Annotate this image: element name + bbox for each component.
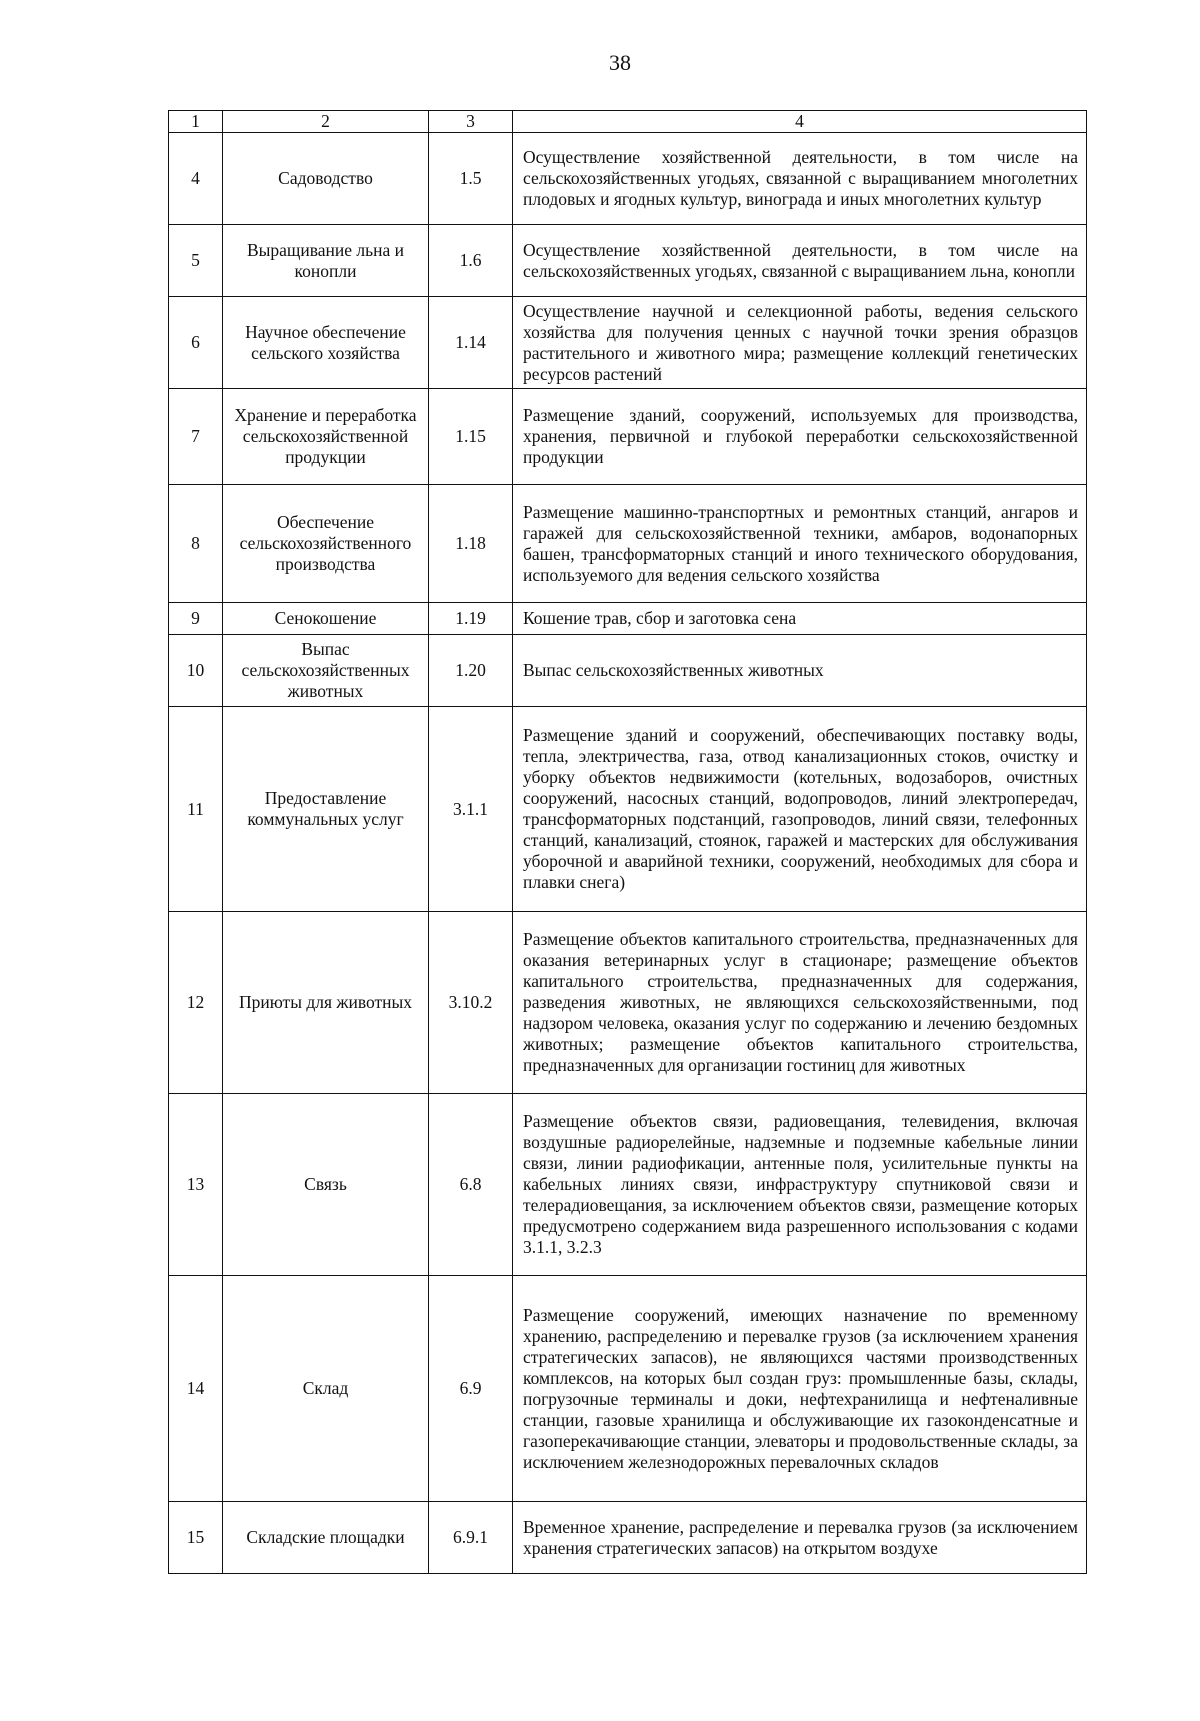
table-row bbox=[169, 297, 1087, 389]
table-row bbox=[169, 1094, 1087, 1276]
row-number: 15 bbox=[169, 1502, 223, 1574]
table-row bbox=[169, 912, 1087, 1094]
use-code: 1.14 bbox=[429, 297, 513, 389]
use-code: 3.1.1 bbox=[429, 707, 513, 912]
table-row bbox=[169, 225, 1087, 297]
use-name: Предоставление коммунальных услуг bbox=[223, 707, 429, 912]
table-row bbox=[169, 603, 1087, 635]
row-number: 12 bbox=[169, 912, 223, 1094]
use-description: Размещение машинно-транспортных и ремонтных станций, ангаров и гаражей для сельскохозяйственной техники, амбаров, водонапорных башен, трансформаторных станций и иного технического оборудования, используемого для ведения сельского хозяйства bbox=[513, 485, 1087, 603]
use-description: Размещение зданий, сооружений, используемых для производства, хранения, первичной и глубокой переработки сельскохозяйственной продукции bbox=[513, 389, 1087, 485]
use-code: 6.8 bbox=[429, 1094, 513, 1276]
row-number: 5 bbox=[169, 225, 223, 297]
header-cell: 1 bbox=[169, 111, 223, 133]
use-description: Осуществление научной и селекционной работы, ведения сельского хозяйства для получения ценных с научной точки зрения образцов растительного и животного мира; размещение коллекций генетических ресурсов растений bbox=[513, 297, 1087, 389]
use-description: Осуществление хозяйственной деятельности, в том числе на сельскохозяйственных угодьях, связанной с выращиванием многолетних плодовых и ягодных культур, винограда и иных многолетних культур bbox=[513, 133, 1087, 225]
use-code: 6.9 bbox=[429, 1276, 513, 1502]
use-name: Складские площадки bbox=[223, 1502, 429, 1574]
row-number: 10 bbox=[169, 635, 223, 707]
use-code: 1.20 bbox=[429, 635, 513, 707]
use-description: Выпас сельскохозяйственных животных bbox=[513, 635, 1087, 707]
page-number: 38 bbox=[609, 50, 631, 75]
row-number: 13 bbox=[169, 1094, 223, 1276]
use-description: Размещение зданий и сооружений, обеспечивающих поставку воды, тепла, электричества, газа, отвод канализационных стоков, очистку и уборку объектов недвижимости (котельных, водозаборов, очистных сооружений, насосных станций, водопроводов, линий электропередач, трансформаторных подстанций, газопроводов, линий связи, телефонных станций, канализаций, стоянок, гаражей и мастерских для обслуживания уборочной и аварийной техники, сооружений, необходимых для сбора и плавки снега) bbox=[513, 707, 1087, 912]
table-row bbox=[169, 707, 1087, 912]
use-code: 1.19 bbox=[429, 603, 513, 635]
use-code: 1.6 bbox=[429, 225, 513, 297]
header-cell: 3 bbox=[429, 111, 513, 133]
row-number: 6 bbox=[169, 297, 223, 389]
use-code: 1.18 bbox=[429, 485, 513, 603]
use-description: Размещение объектов связи, радиовещания, телевидения, включая воздушные радиорелейные, надземные и подземные кабельные линии связи, линии радиофикации, антенные поля, усилительные пункты на кабельных линиях связи, инфраструктуру спутниковой связи и телерадиовещания, за исключением объектов связи, размещение которых предусмотрено содержанием вида разрешенного использования с кодами 3.1.1, 3.2.3 bbox=[513, 1094, 1087, 1276]
use-name: Выращивание льна и конопли bbox=[223, 225, 429, 297]
row-number: 9 bbox=[169, 603, 223, 635]
use-description: Кошение трав, сбор и заготовка сена bbox=[513, 603, 1087, 635]
row-number: 7 bbox=[169, 389, 223, 485]
use-name: Выпас сельскохозяйственных животных bbox=[223, 635, 429, 707]
use-description: Осуществление хозяйственной деятельности, в том числе на сельскохозяйственных угодьях, связанной с выращиванием льна, конопли bbox=[513, 225, 1087, 297]
use-name: Садоводство bbox=[223, 133, 429, 225]
land-use-table bbox=[168, 110, 1087, 1574]
row-number: 8 bbox=[169, 485, 223, 603]
use-name: Склад bbox=[223, 1276, 429, 1502]
use-description: Размещение сооружений, имеющих назначение по временному хранению, распределению и перевалке грузов (за исключением хранения стратегических запасов), не являющихся частями производственных комплексов, на которых был создан груз: промышленные базы, склады, погрузочные терминалы и доки, нефтехранилища и нефтеналивные станции, газовые хранилища и обслуживающие их газоконденсатные и газоперекачивающие станции, элеваторы и продовольственные склады, за исключением железнодорожных перевалочных складов bbox=[513, 1276, 1087, 1502]
use-code: 1.15 bbox=[429, 389, 513, 485]
use-name: Приюты для животных bbox=[223, 912, 429, 1094]
table-row bbox=[169, 635, 1087, 707]
use-name: Связь bbox=[223, 1094, 429, 1276]
use-description: Временное хранение, распределение и перевалка грузов (за исключением хранения стратегических запасов) на открытом воздухе bbox=[513, 1502, 1087, 1574]
table-row bbox=[169, 1276, 1087, 1502]
use-code: 6.9.1 bbox=[429, 1502, 513, 1574]
use-name: Научное обеспечение сельского хозяйства bbox=[223, 297, 429, 389]
row-number: 14 bbox=[169, 1276, 223, 1502]
use-name: Хранение и переработка сельскохозяйственной продукции bbox=[223, 389, 429, 485]
table-row bbox=[169, 1502, 1087, 1574]
table-row bbox=[169, 389, 1087, 485]
use-name: Обеспечение сельскохозяйственного производства bbox=[223, 485, 429, 603]
row-number: 11 bbox=[169, 707, 223, 912]
use-description: Размещение объектов капитального строительства, предназначенных для оказания ветеринарных услуг в стационаре; размещение объектов капитального строительства, предназначенных для содержания, разведения животных, не являющихся сельскохозяйственными, под надзором человека, оказания услуг по содержанию и лечению бездомных животных; размещение объектов капитального строительства, предназначенных для организации гостиниц для животных bbox=[513, 912, 1087, 1094]
table-header-row bbox=[169, 111, 1087, 133]
header-cell: 4 bbox=[513, 111, 1087, 133]
table-row bbox=[169, 133, 1087, 225]
row-number: 4 bbox=[169, 133, 223, 225]
use-code: 3.10.2 bbox=[429, 912, 513, 1094]
use-code: 1.5 bbox=[429, 133, 513, 225]
table-row bbox=[169, 485, 1087, 603]
use-name: Сенокошение bbox=[223, 603, 429, 635]
header-cell: 2 bbox=[223, 111, 429, 133]
